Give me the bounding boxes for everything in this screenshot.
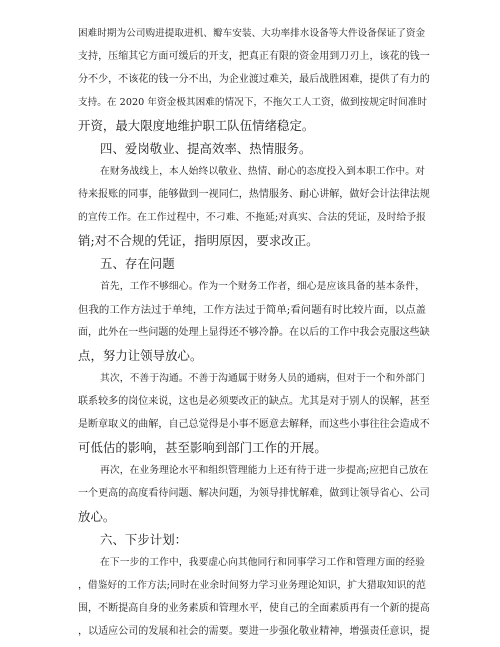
text-line: 在下一步的工作中，我要虚心向其他同行和同事学习工作和管理方面的经验 [100, 557, 425, 568]
text-line: 但我的工作方法过于单纯，工作方法过于简单;看问题有时比较片面，以点盖 [78, 304, 427, 316]
text-line: 联系较多的岗位来说，这也是必须要改正的缺点。尤其是对于别人的误解，甚至 [78, 396, 430, 407]
text-line: 围，不断提高自身的业务素质和管理水平，使自己的全面素质再有一个新的提高 [78, 603, 430, 614]
text-line: 待来报账的同事，能够做到一视同仁，热情服务、耐心讲解，做好会计法律法规 [78, 189, 430, 200]
text-line: 首先，工作不够细心。作为一个财务工作者，细心是应该具备的基本条件， [100, 281, 425, 292]
text-line: 面，此外在一些问题的处理上显得还不够冷静。在以后的工作中我会克服这些缺 [78, 327, 430, 338]
text-line: 一个更高的高度看待问题、解决问题，为领导排忧解难，做到让领导省心、公司 [78, 488, 430, 499]
section-heading: 四、爱岗敬业、提高效率、热情服务。 [100, 141, 312, 156]
text-line: 分不少，不该花的钱一分不出，为企业渡过难关，最后战胜困难，提供了有力的 [78, 74, 430, 85]
text-line: ，借鉴好的工作方法;同时在业余时间努力学习业务理论知识，扩大猎取知识的范 [78, 580, 426, 591]
section-heading: 五、存在问题 [100, 256, 175, 271]
text-line: 支持。在 2020 年资金极其困难的情况下，不拖欠工人工资，做到按规定时间准时 [78, 97, 428, 108]
text-line: 销;对不合规的凭证，指明原因，要求改正。 [78, 233, 319, 248]
section-heading: 六、下步计划： [100, 532, 188, 547]
text-line: 其次，不善于沟通。不善于沟通属于财务人员的通病，但对于一个和外部门 [100, 373, 425, 384]
text-line: 开资，最大限度地维护职工队伍情绪稳定。 [78, 118, 315, 133]
text-line: 是断章取义的曲解，自己总觉得是小事不愿意去解释，而这些小事往往会造成不 [78, 419, 430, 430]
text-line: 再次，在业务理论水平和组织管理能力上还有待于进一步提高;应把自己放在 [100, 465, 429, 476]
text-line: 可低估的影响，甚至影响到部门工作的开展。 [78, 440, 327, 455]
text-line: 放心。 [78, 509, 116, 524]
text-line: 支持，压缩其它方面可缓后的开支，把真正有限的资金用到刀刃上，该花的钱一 [78, 51, 430, 62]
text-line: 在财务战线上，本人始终以敬业、热情、耐心的态度投入到本职工作中。对 [100, 166, 425, 177]
text-line: 的宣传工作。在工作过程中，不刁难、不拖延;对真实、合法的凭证，及时给予报 [78, 212, 426, 223]
text-line: 困难时期为公司购进提取进机、瓣车安装、大功率排水设备等大件设备保证了资金 [78, 28, 426, 39]
text-line: ，以适应公司的发展和社会的需要。要进一步强化敬业精神，增强责任意识，提 [78, 626, 430, 637]
text-line: 点，努力让领导放心。 [78, 348, 203, 363]
